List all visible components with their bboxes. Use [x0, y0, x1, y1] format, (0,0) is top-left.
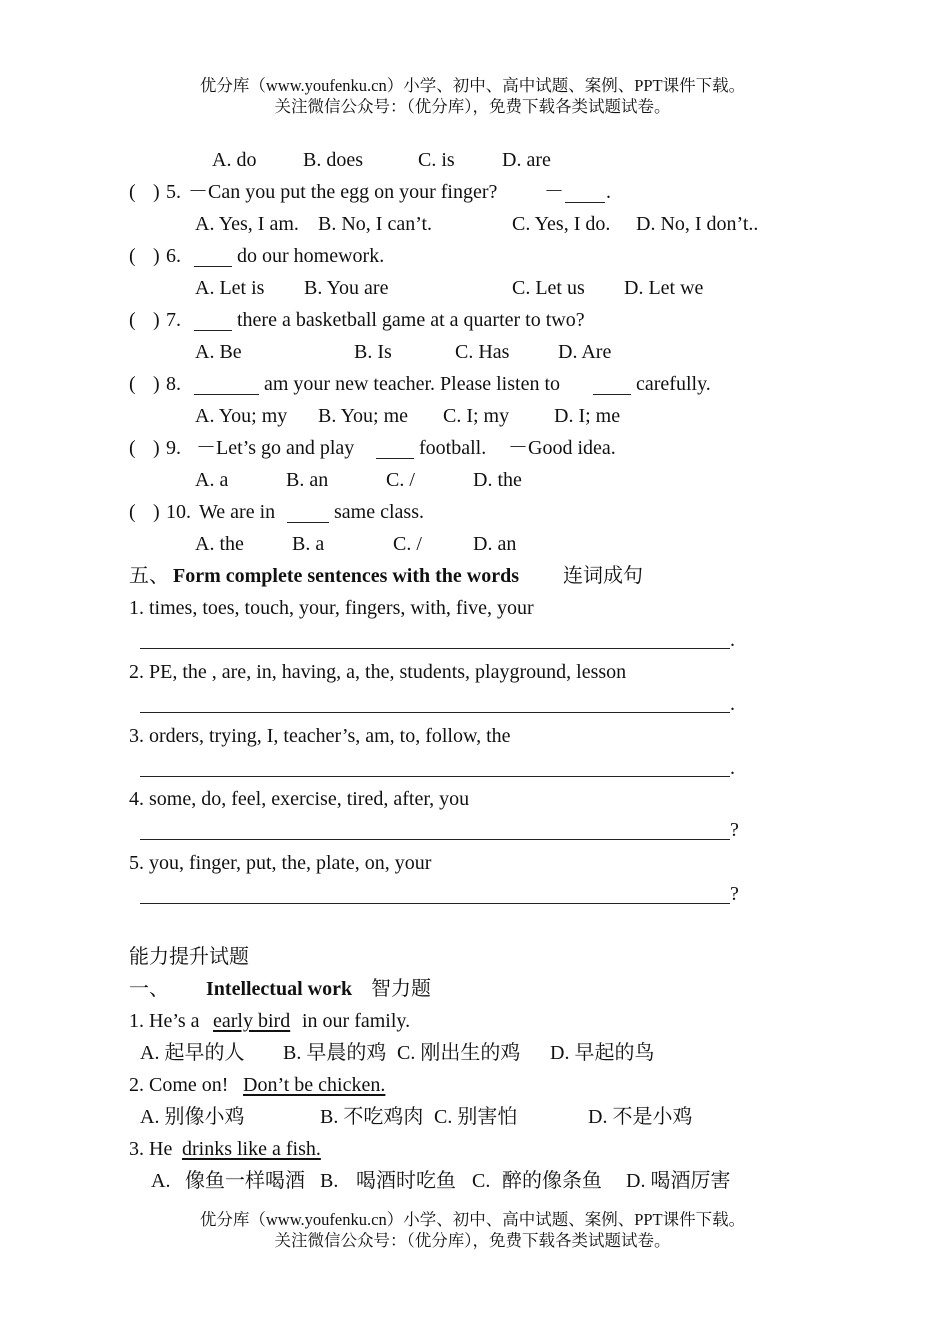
q8-stem-end: carefully.: [636, 373, 711, 395]
s5-item-1-end: .: [730, 629, 735, 651]
ability-q2-option-b: B. 不吃鸡肉: [320, 1106, 424, 1128]
s5-item-4-prompt: 4. some, do, feel, exercise, tired, after, you: [129, 788, 470, 810]
q9-option-b: B. an: [286, 469, 329, 491]
q4-option-d: D. are: [502, 149, 551, 171]
q7-option-c: C. Has: [455, 341, 510, 363]
q9-option-d: D. the: [473, 469, 522, 491]
q9-number: 9.: [166, 437, 181, 459]
q8-paren-open: (: [129, 373, 136, 395]
s5-item-4-end: ?: [730, 819, 739, 841]
q6-paren-open: (: [129, 245, 136, 267]
ability-q2-option-c: C. 别害怕: [434, 1106, 518, 1128]
q6-option-b: B. You are: [304, 277, 389, 299]
q5-paren-open: (: [129, 181, 136, 203]
ability-q3-option-a-text: 像鱼一样喝酒: [185, 1170, 305, 1192]
q5-reply-dash: －: [544, 181, 564, 203]
ability-q3-phrase: drinks like a fish.: [182, 1138, 321, 1160]
q6-paren-close: ): [153, 245, 160, 267]
q10-paren-open: (: [129, 501, 136, 523]
page-footer-line-1: 优分库（www.youfenku.cn）小学、初中、高中试题、案例、PPT课件下载。: [199, 1210, 746, 1229]
q10-number: 10.: [166, 501, 191, 523]
section5-cn-title: 连词成句: [563, 565, 643, 587]
s5-item-2-answer-line[interactable]: [140, 712, 730, 713]
ability-q1-pre: 1. He’s a: [129, 1010, 200, 1032]
q7-option-d: D. Are: [558, 341, 612, 363]
q6-option-a: A. Let is: [195, 277, 265, 299]
section5-prefix: 五、: [129, 565, 169, 587]
ability-q2-option-a: A. 别像小鸡: [140, 1106, 245, 1128]
page-header-line-1: 优分库（www.youfenku.cn）小学、初中、高中试题、案例、PPT课件下载。: [199, 76, 746, 95]
q5-paren-close: ): [153, 181, 160, 203]
s5-item-5-prompt: 5. you, finger, put, the, plate, on, your: [129, 852, 432, 874]
ability-section-title: Intellectual work: [206, 978, 353, 1000]
q4-option-b: B. does: [303, 149, 363, 171]
q8-option-b: B. You; me: [318, 405, 409, 427]
q7-option-b: B. Is: [354, 341, 392, 363]
q9-reply: －Good idea.: [508, 437, 616, 459]
ability-q1-option-d: D. 早起的鸟: [550, 1042, 655, 1064]
q6-option-d: D. Let we: [624, 277, 704, 299]
ability-q3-option-b-text: 喝酒时吃鱼: [356, 1170, 456, 1192]
q5-blank[interactable]: [565, 202, 605, 203]
s5-item-3-end: .: [730, 757, 735, 779]
q8-blank-1[interactable]: [194, 394, 259, 395]
ability-q3-option-c-letter: C.: [472, 1170, 491, 1192]
ability-q2-pre: 2. Come on!: [129, 1074, 229, 1096]
q7-blank[interactable]: [194, 330, 232, 331]
q9-option-a: A. a: [195, 469, 229, 491]
ability-title: 能力提升试题: [129, 946, 249, 968]
ability-q3-option-d: D. 喝酒厉害: [626, 1170, 731, 1192]
section5-title: Form complete sentences with the words: [173, 565, 520, 587]
q5-option-b: B. No, I can’t.: [318, 213, 433, 235]
q8-option-c: C. I; my: [443, 405, 510, 427]
ability-q2-phrase: Don’t be chicken.: [243, 1074, 386, 1096]
q9-option-c: C. /: [386, 469, 415, 491]
q8-option-d: D. I; me: [554, 405, 621, 427]
q6-number: 6.: [166, 245, 181, 267]
q8-number: 8.: [166, 373, 181, 395]
q7-paren-open: (: [129, 309, 136, 331]
q10-stem-end: same class.: [334, 501, 424, 523]
s5-item-2-prompt: 2. PE, the , are, in, having, a, the, students, playground, lesson: [129, 661, 627, 683]
q7-paren-close: ): [153, 309, 160, 331]
q10-option-c: C. /: [393, 533, 422, 555]
s5-item-3-answer-line[interactable]: [140, 776, 730, 777]
q9-stem-end: football.: [419, 437, 487, 459]
q10-option-a: A. the: [195, 533, 244, 555]
q8-stem-mid: am your new teacher. Please listen to: [264, 373, 561, 395]
q7-stem: there a basketball game at a quarter to two?: [237, 309, 585, 331]
q4-option-c: C. is: [418, 149, 455, 171]
ability-q3-pre: 3. He: [129, 1138, 173, 1160]
ability-section-cn: 智力题: [371, 978, 431, 1000]
s5-item-5-answer-line[interactable]: [140, 903, 730, 904]
q5-stem: －Can you put the egg on your finger?: [188, 181, 498, 203]
q8-paren-close: ): [153, 373, 160, 395]
q9-stem-start: －Let’s go and play: [196, 437, 355, 459]
s5-item-4-answer-line[interactable]: [140, 839, 730, 840]
q8-option-a: A. You; my: [195, 405, 288, 427]
q4-option-a: A. do: [212, 149, 257, 171]
q10-stem-start: We are in: [199, 501, 276, 523]
s5-item-1-prompt: 1. times, toes, touch, your, fingers, with, five, your: [129, 597, 534, 619]
q5-option-a: A. Yes, I am.: [195, 213, 299, 235]
ability-q1-option-b: B. 早晨的鸡: [283, 1042, 387, 1064]
q7-number: 7.: [166, 309, 181, 331]
q10-option-b: B. a: [292, 533, 325, 555]
ability-q1-post: in our family.: [302, 1010, 411, 1032]
ability-q1-phrase: early bird: [213, 1010, 291, 1032]
q10-option-d: D. an: [473, 533, 517, 555]
q5-option-c: C. Yes, I do.: [512, 213, 611, 235]
q6-stem: do our homework.: [237, 245, 385, 267]
ability-q3-option-c-text: 醉的像条鱼: [502, 1170, 602, 1192]
ability-q2-option-d: D. 不是小鸡: [588, 1106, 693, 1128]
page-footer-line-2: 关注微信公众号：（优分库），免费下载各类试题试卷。: [274, 1231, 671, 1250]
page-header-line-2: 关注微信公众号：（优分库），免费下载各类试题试卷。: [274, 97, 671, 116]
ability-q1-option-c: C. 刚出生的鸡: [397, 1042, 521, 1064]
q6-blank[interactable]: [194, 266, 232, 267]
q8-blank-2[interactable]: [593, 394, 631, 395]
q10-blank[interactable]: [287, 522, 329, 523]
q5-end: .: [606, 181, 611, 203]
ability-q3-option-b-letter: B.: [320, 1170, 339, 1192]
q10-paren-close: ): [153, 501, 160, 523]
s5-item-3-prompt: 3. orders, trying, I, teacher’s, am, to, follow, the: [129, 725, 511, 747]
q9-paren-open: (: [129, 437, 136, 459]
ability-q1-option-a: A. 起早的人: [140, 1042, 245, 1064]
q5-number: 5.: [166, 181, 181, 203]
s5-item-5-end: ?: [730, 883, 739, 905]
s5-item-2-end: .: [730, 693, 735, 715]
q9-blank[interactable]: [376, 458, 414, 459]
q7-option-a: A. Be: [195, 341, 242, 363]
ability-q3-option-a-letter: A.: [151, 1170, 171, 1192]
q5-option-d: D. No, I don’t..: [636, 213, 759, 235]
q6-option-c: C. Let us: [512, 277, 585, 299]
q9-paren-close: ): [153, 437, 160, 459]
s5-item-1-answer-line[interactable]: [140, 648, 730, 649]
ability-section-prefix: 一、: [129, 978, 169, 1000]
